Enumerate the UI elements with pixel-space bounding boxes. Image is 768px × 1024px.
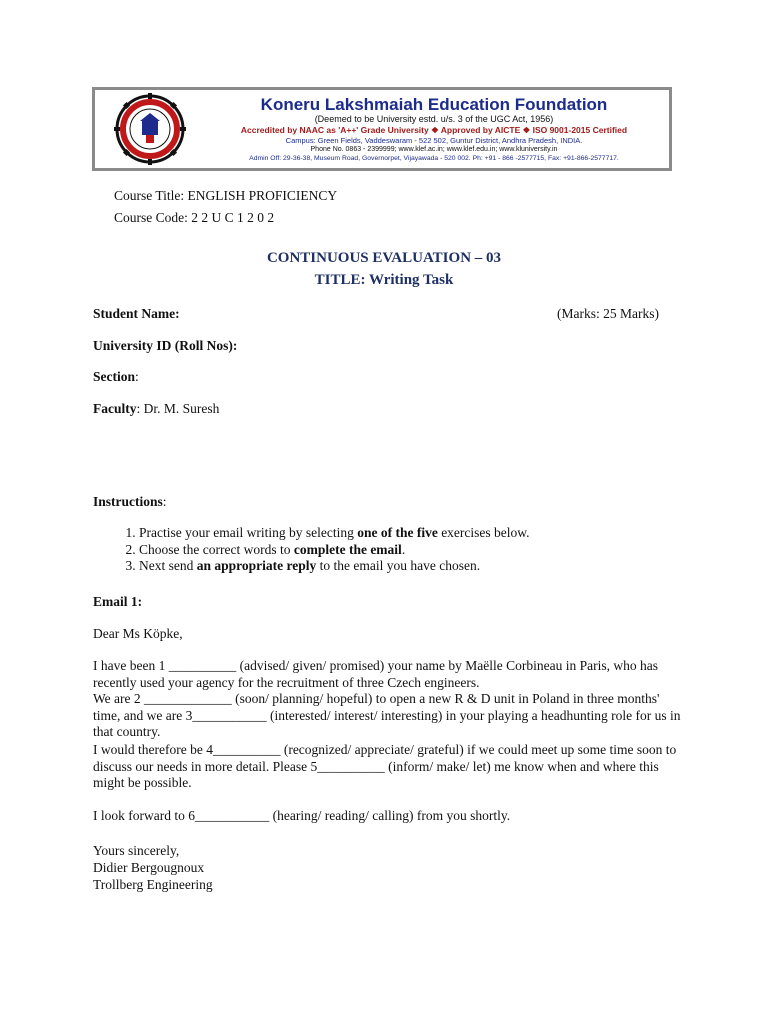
instruction-emphasis: one of the five	[357, 525, 438, 540]
instruction-text: exercises below.	[437, 525, 530, 540]
email-closing: Yours sincerely,	[93, 843, 180, 858]
instruction-text: to the email you have chosen.	[316, 558, 481, 573]
email-sender-company: Trollberg Engineering	[93, 877, 213, 892]
email-paragraph-1: I have been 1 __________ (advised/ given/ promised) your name by Maëlle Corbineau in Paris, who has recently used your agency for the recruitment of three Czech engineers.	[93, 658, 658, 690]
email-label: Email 1:	[93, 594, 143, 609]
course-title-label: Course Title:	[114, 188, 185, 203]
evaluation-heading: CONTINUOUS EVALUATION – 03	[266, 250, 502, 266]
header-banner	[92, 87, 672, 171]
email-paragraph-4: I look forward to 6___________ (hearing/ reading/ calling) from you shortly.	[93, 808, 511, 823]
instructions-heading	[93, 494, 167, 510]
university-seal-icon	[95, 90, 205, 168]
instruction-emphasis: an appropriate reply	[196, 558, 317, 573]
instruction-text: Next send	[139, 558, 197, 573]
section-row	[93, 369, 139, 385]
admin-office-line: Admin Off: 29-36-38, Museum Road, Governorpet, Vijayawada - 520 002. Ph: +91 - 866 -2577715, Fax: +91-866-2577717.	[249, 155, 619, 163]
section-colon: :	[135, 369, 139, 384]
campus-address: Campus: Green Fields, Vaddeswaram - 522 502, Guntur District, Andhra Pradesh, INDIA.	[285, 135, 583, 145]
accreditation-line: Accredited by NAAC as 'A++' Grade University ❖ Approved by AICTE ❖ ISO 9001-2015 Certified	[240, 125, 628, 135]
course-code-row	[114, 210, 274, 226]
deemed-status: (Deemed to be University estd. u/s. 3 of the UGC Act, 1956)	[314, 113, 554, 124]
email-paragraph-3: I would therefore be 4__________ (recognized/ appreciate/ grateful) if we could meet up some time soon to discuss our needs in more detail. Please 5__________ (inform/ make/ let) me know when and where this might be possible.	[93, 742, 677, 790]
marks-label: (Marks: 25 Marks)	[557, 306, 659, 321]
contact-line: Phone No. 0863 - 2399999; www.klef.ac.in; www.klef.edu.in; www.kluniversity.in	[310, 145, 558, 153]
instruction-text: .	[401, 541, 406, 557]
university-id-label: University ID (Roll Nos):	[93, 338, 238, 353]
course-code-label: Course Code:	[114, 210, 188, 225]
email-paragraph-2: We are 2 _____________ (soon/ planning/ hopeful) to open a new R & D unit in Poland in three months' time, and we are 3___________ (interested/ interest/ interesting) in your playing a headhunting role for us in that country.	[93, 691, 681, 739]
course-code-value: 2 2 U C 1 2 0 2	[191, 210, 275, 225]
faculty-label: Faculty	[93, 401, 137, 416]
instruction-text: Choose the correct words to	[139, 541, 294, 557]
instructions-list	[93, 525, 530, 575]
email-greeting: Dear Ms Köpke,	[93, 626, 183, 641]
section-label: Section	[93, 369, 135, 384]
instructions-colon: :	[162, 494, 167, 509]
instruction-text: Practise your email writing by selecting	[139, 525, 358, 540]
instruction-emphasis: complete the email	[293, 541, 402, 557]
student-name-label: Student Name:	[93, 306, 180, 321]
email-sender-name: Didier Bergougnoux	[93, 860, 205, 875]
task-title-heading: TITLE: Writing Task	[314, 272, 454, 288]
instruction-item	[139, 558, 530, 575]
course-title-value: ENGLISH PROFICIENCY	[187, 188, 338, 203]
instruction-item	[139, 525, 530, 542]
course-title-row	[114, 188, 337, 204]
faculty-row	[93, 401, 219, 417]
banner-text-block	[205, 96, 669, 163]
instruction-item	[139, 542, 530, 559]
instructions-label: Instructions	[93, 494, 163, 509]
faculty-value: : Dr. M. Suresh	[136, 401, 220, 416]
organization-name: Koneru Lakshmaiah Education Foundation	[260, 94, 608, 114]
